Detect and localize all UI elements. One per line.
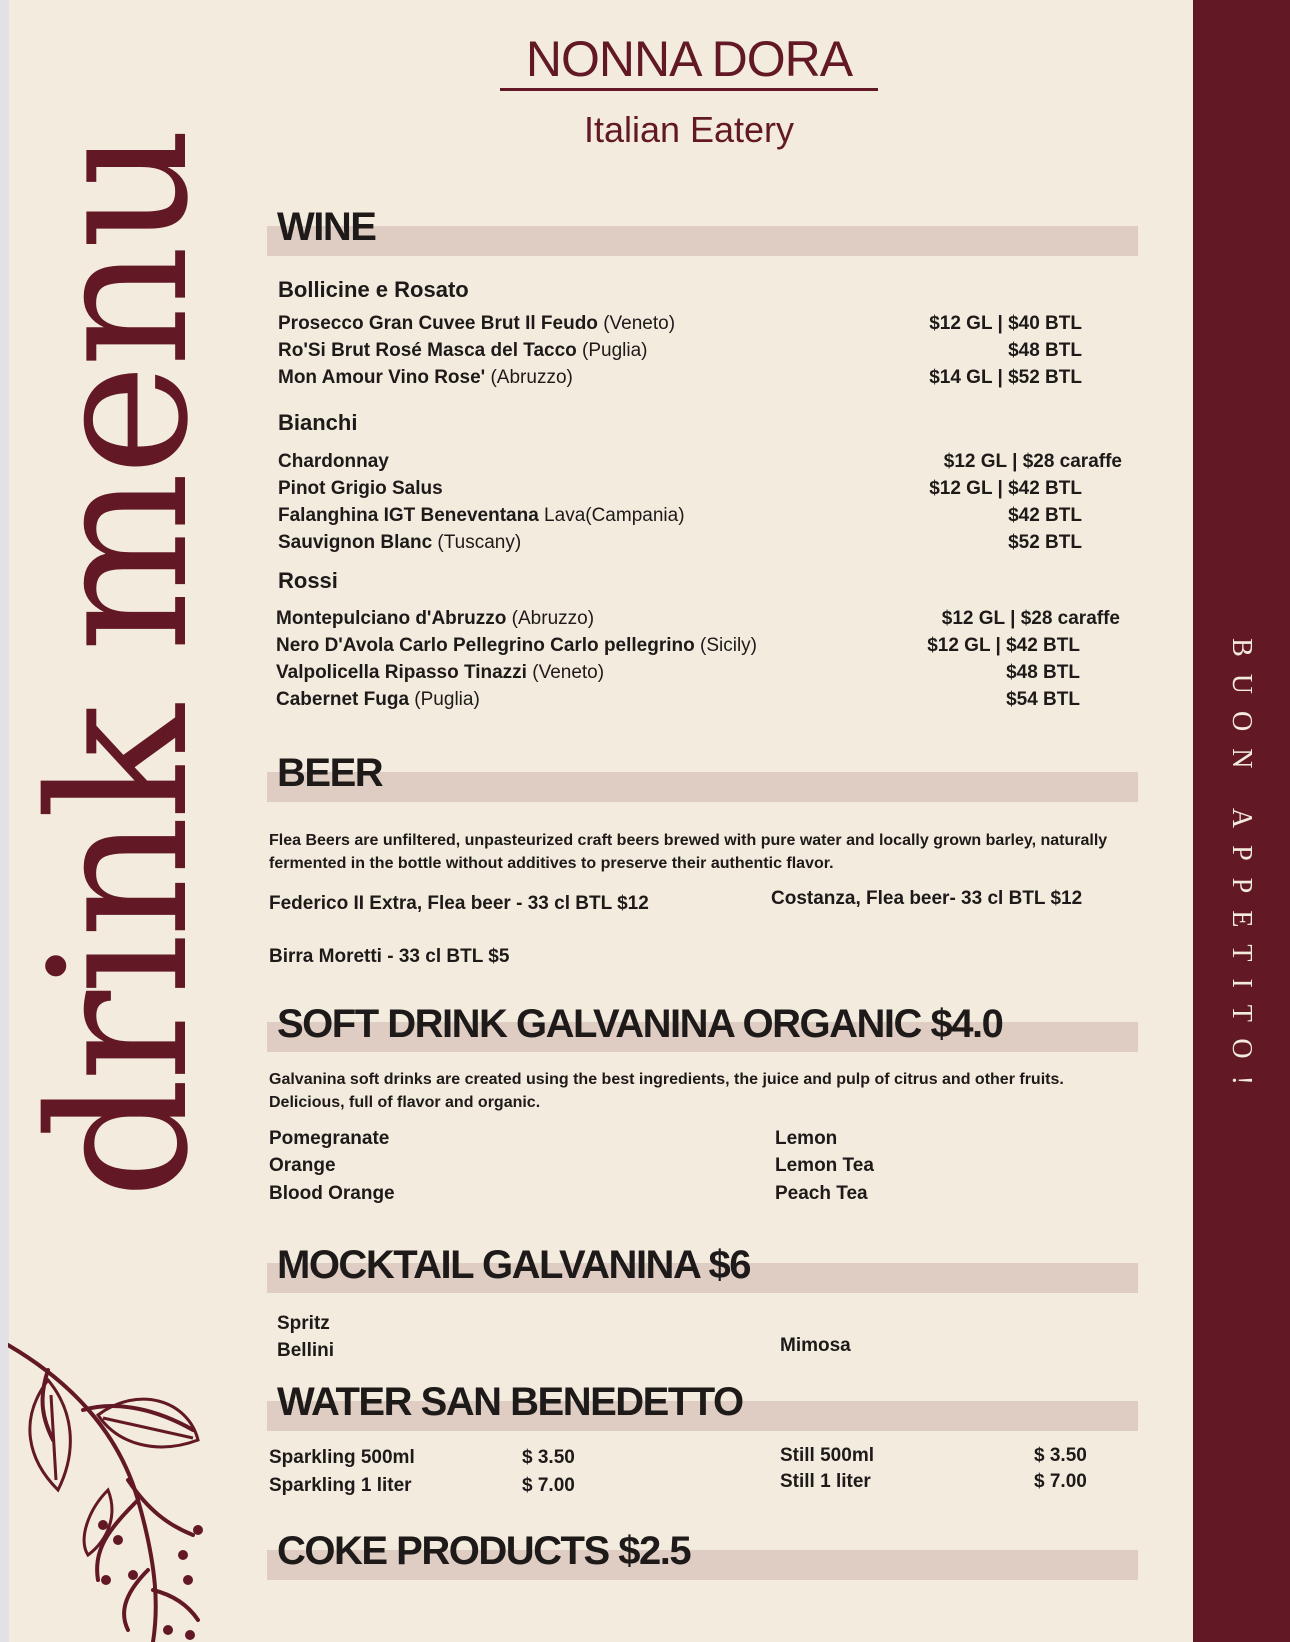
brand-tagline: Italian Eatery <box>583 109 795 150</box>
mocktail-item: Mimosa <box>780 1335 851 1356</box>
wine-price: $52 BTL <box>1008 532 1082 553</box>
wine-price: $12 GL | $40 BTL <box>929 313 1082 334</box>
wine-item: Valpolicella Ripasso Tinazzi (Veneto) <box>276 662 605 683</box>
water-price: $ 3.50 <box>1034 1445 1087 1466</box>
water-item: Still 500ml <box>780 1445 874 1466</box>
beer-description: Flea Beers are unfiltered, unpasteurized craft beers brewed with pure water and locally grown barley, naturally fermented in the bottle without additives to preserve their authentic flavor. <box>269 832 1108 872</box>
wine-item: Prosecco Gran Cuvee Brut Il Feudo (Veneto) <box>278 313 676 334</box>
wine-item: Mon Amour Vino Rose' (Abruzzo) <box>278 367 573 388</box>
soft-drink-item: Orange <box>269 1155 336 1176</box>
soft-drink-section-title: SOFT DRINK GALVANINA ORGANIC $4.0 <box>277 1002 1003 1046</box>
water-item: Sparkling 1 liter <box>269 1475 412 1496</box>
soft-drink-description: Galvanina soft drinks are created using the best ingredients, the juice and pulp of citrus and other fruits. Delicious, full of flavor and organic. <box>269 1071 1064 1111</box>
wine-item: Chardonnay <box>278 451 389 472</box>
wine-price: $12 GL | $42 BTL <box>929 478 1082 499</box>
brand-name: NONNA DORA <box>500 34 878 91</box>
rossi-heading: Rossi <box>278 568 338 593</box>
soft-drink-item: Peach Tea <box>775 1183 868 1204</box>
beer-section-title: BEER <box>277 751 383 795</box>
buon-appetito-text: BUON APPETITO! <box>1226 638 1257 1102</box>
coke-section-title: COKE PRODUCTS $2.5 <box>277 1529 691 1573</box>
water-section-title: WATER SAN BENEDETTO <box>277 1380 743 1424</box>
wine-price: $42 BTL <box>1008 505 1082 526</box>
beer-item: Costanza, Flea beer- 33 cl BTL $12 <box>771 888 1083 909</box>
wine-item: Pinot Grigio Salus <box>278 478 443 499</box>
water-price: $ 3.50 <box>522 1447 575 1468</box>
leaf-branch-decoration <box>8 1340 208 1642</box>
wine-section-bar <box>267 226 1138 256</box>
soft-drink-item: Lemon <box>775 1128 838 1149</box>
beer-item: Federico II Extra, Flea beer - 33 cl BTL $12 <box>269 893 649 914</box>
water-price: $ 7.00 <box>1034 1471 1087 1492</box>
wine-price: $54 BTL <box>1006 689 1080 710</box>
mocktail-item: Bellini <box>277 1340 335 1361</box>
wine-price: $14 GL | $52 BTL <box>929 367 1082 388</box>
wine-item: Ro'Si Brut Rosé Masca del Tacco (Puglia) <box>278 340 648 361</box>
vertical-title: drink menu <box>9 130 230 1200</box>
soft-drink-item: Blood Orange <box>269 1183 395 1204</box>
beer-item: Birra Moretti - 33 cl BTL $5 <box>269 946 510 967</box>
water-item: Sparkling 500ml <box>269 1447 415 1468</box>
bollicine-heading: Bollicine e Rosato <box>278 277 469 302</box>
wine-item: Falanghina IGT Beneventana Lava(Campania) <box>278 505 685 526</box>
bianchi-heading: Bianchi <box>278 410 358 435</box>
wine-price: $48 BTL <box>1008 340 1082 361</box>
mocktail-item: Spritz <box>277 1313 330 1334</box>
beer-section-bar <box>267 772 1138 802</box>
soft-drink-item: Pomegranate <box>269 1128 390 1149</box>
wine-price: $12 GL | $28 caraffe <box>943 451 1122 472</box>
mocktail-section-title: MOCKTAIL GALVANINA $6 <box>277 1243 750 1287</box>
water-item: Still 1 liter <box>780 1471 871 1492</box>
wine-price: $12 GL | $42 BTL <box>927 635 1080 656</box>
wine-item: Cabernet Fuga (Puglia) <box>276 689 480 710</box>
wine-item: Montepulciano d'Abruzzo (Abruzzo) <box>276 608 595 629</box>
wine-price: $12 GL | $28 caraffe <box>941 608 1120 629</box>
water-price: $ 7.00 <box>522 1475 575 1496</box>
soft-drink-item: Lemon Tea <box>775 1155 874 1176</box>
wine-item: Nero D'Avola Carlo Pellegrino Carlo pellegrino (Sicily) <box>276 635 758 656</box>
wine-section-title: WINE <box>277 205 376 249</box>
wine-price: $48 BTL <box>1006 662 1080 683</box>
wine-item: Sauvignon Blanc (Tuscany) <box>278 532 522 553</box>
